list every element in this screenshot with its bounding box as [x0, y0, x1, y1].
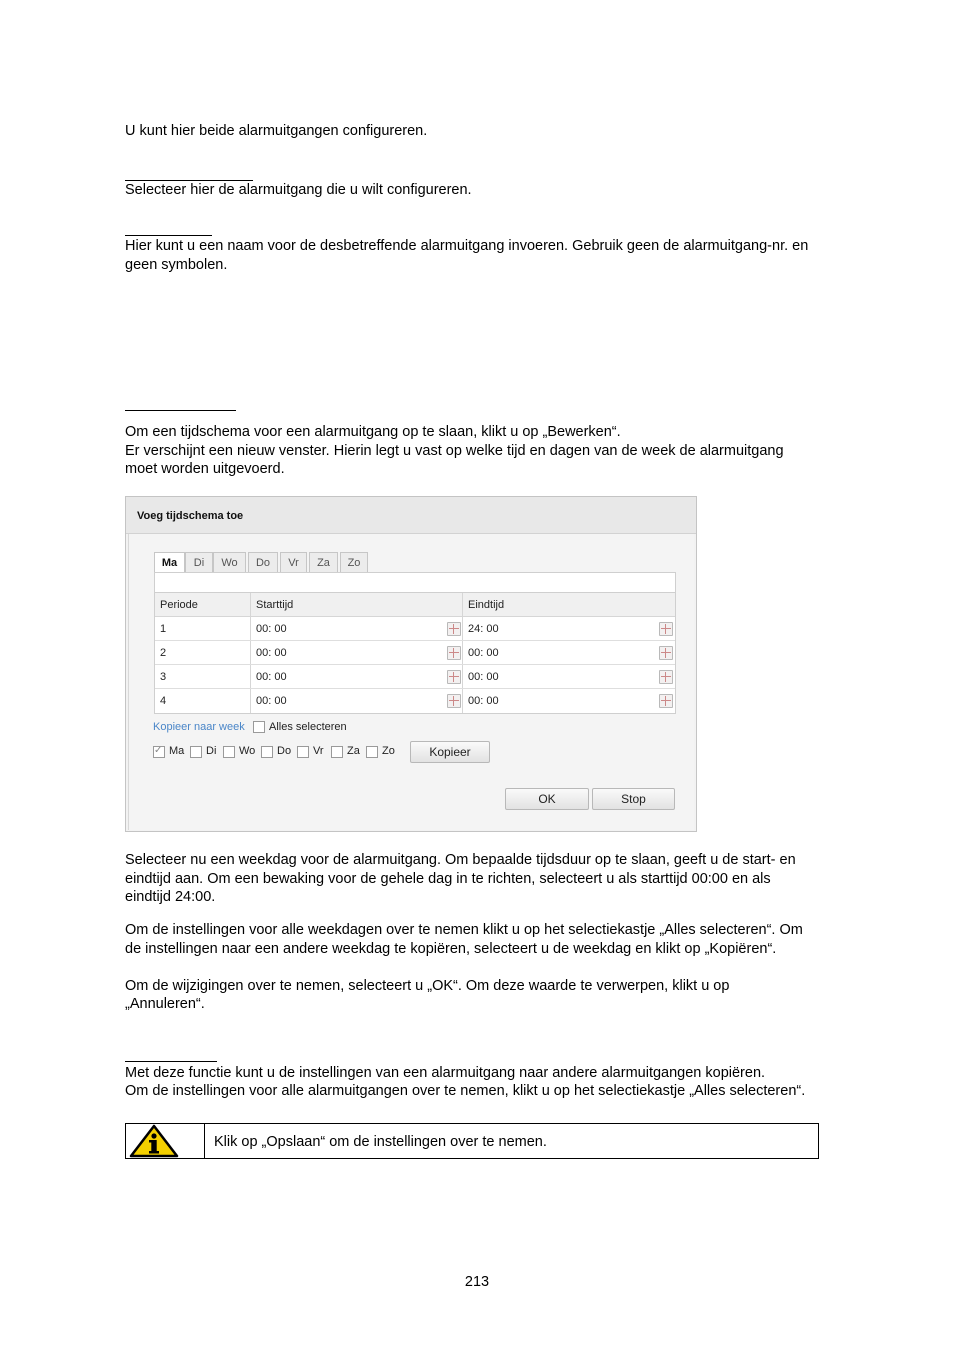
ok-button[interactable]: OK — [505, 788, 589, 810]
end-time-field[interactable]: 00: 00 — [468, 647, 499, 659]
start-time-field[interactable]: 00: 00 — [256, 671, 287, 683]
tab-zo[interactable]: Zo — [340, 552, 368, 573]
start-time-field[interactable]: 00: 00 — [256, 647, 287, 659]
clock-icon[interactable] — [447, 670, 461, 684]
day-checkbox-do[interactable] — [261, 746, 273, 758]
period-cell: 4 — [160, 695, 167, 707]
schedule-text-line1: Om een tijdschema voor een alarmuitgang op te slaan, klikt u op „Bewerken“. — [125, 424, 621, 440]
ok-text-line1: Om de wijzigingen over te nemen, selecteert u „OK“. Om deze waarde te verwerpen, klikt u op — [125, 978, 730, 994]
day-label-ma: Ma — [169, 745, 185, 757]
day-label-wo: Wo — [239, 745, 256, 757]
weekday-text-line3: eindtijd 24:00. — [125, 889, 216, 905]
day-label-zo: Zo — [382, 745, 395, 757]
tab-do[interactable]: Do — [248, 552, 278, 573]
day-label-vr: Vr — [313, 745, 324, 757]
schedule-text-line2: Er verschijnt een nieuw venster. Hierin legt u vast op welke tijd en dagen van de week de alarmuitgang — [125, 443, 784, 459]
day-label-di: Di — [206, 745, 217, 757]
row-divider — [155, 688, 675, 689]
schedule-dialog — [125, 496, 697, 832]
notice-icon-cell — [126, 1124, 205, 1158]
tab-vr[interactable]: Vr — [280, 552, 307, 573]
copy-text-line1: Met deze functie kunt u de instellingen van een alarmuitgang naar andere alarmuitgangen kopiëren. — [125, 1065, 766, 1081]
period-cell: 2 — [160, 647, 167, 659]
name-text-line1: Hier kunt u een naam voor de desbetreffende alarmuitgang invoeren. Gebruik geen de alarmuitgang-nr. en — [125, 238, 809, 254]
column-divider — [462, 593, 463, 713]
period-cell: 3 — [160, 671, 167, 683]
notice-box — [125, 1123, 819, 1159]
intro-text: U kunt hier beide alarmuitgangen configureren. — [125, 123, 428, 139]
copy-button[interactable]: Kopieer — [410, 741, 490, 763]
weekday-text-line1: Selecteer nu een weekdag voor de alarmuitgang. Om bepaalde tijdsduur op te slaan, geeft u de start- en — [125, 852, 796, 868]
column-header-starttijd: Starttijd — [256, 599, 294, 611]
clock-icon[interactable] — [659, 694, 673, 708]
copy-to-week-link[interactable]: Kopieer naar week — [153, 721, 245, 733]
tab-panel — [154, 572, 676, 594]
heading-rule — [125, 1061, 217, 1062]
dialog-title: Voeg tijdschema toe — [137, 510, 244, 522]
allweek-text-line1: Om de instellingen voor alle weekdagen over te nemen klikt u op het selectiekastje „Alles selecteren“. Om — [125, 922, 803, 938]
column-divider — [250, 593, 251, 713]
stop-button[interactable]: Stop — [592, 788, 675, 810]
column-header-periode: Periode — [160, 599, 198, 611]
end-time-field[interactable]: 24: 00 — [468, 623, 499, 635]
tab-za[interactable]: Za — [309, 552, 338, 573]
clock-icon[interactable] — [447, 622, 461, 636]
period-cell: 1 — [160, 623, 167, 635]
day-checkbox-wo[interactable] — [223, 746, 235, 758]
tab-wo[interactable]: Wo — [213, 552, 246, 573]
ok-text-line2: „Annuleren“. — [125, 996, 205, 1012]
dialog-header — [126, 497, 696, 534]
start-time-field[interactable]: 00: 00 — [256, 623, 287, 635]
tab-ma[interactable]: Ma — [154, 552, 185, 574]
select-all-checkbox[interactable] — [253, 721, 265, 733]
weekday-text-line2: eindtijd aan. Om een bewaking voor de gehele dag in te richten, selecteert u als starttijd 00:00 en als — [125, 871, 771, 887]
clock-icon[interactable] — [447, 694, 461, 708]
schedule-text-line3: moet worden uitgevoerd. — [125, 461, 285, 477]
end-time-field[interactable]: 00: 00 — [468, 671, 499, 683]
heading-rule — [125, 410, 236, 411]
period-table — [154, 592, 676, 714]
clock-icon[interactable] — [659, 646, 673, 660]
row-divider — [155, 640, 675, 641]
heading-rule — [125, 235, 212, 236]
table-header — [155, 593, 675, 617]
start-time-field[interactable]: 00: 00 — [256, 695, 287, 707]
allweek-text-line2: de instellingen naar een andere weekdag te kopiëren, selecteert u de weekdag en klikt op „Kopiëren“. — [125, 941, 777, 957]
select-all-label: Alles selecteren — [269, 721, 347, 733]
clock-icon[interactable] — [659, 622, 673, 636]
info-warning-icon — [129, 1124, 179, 1158]
clock-icon[interactable] — [447, 646, 461, 660]
copy-text-line2: Om de instellingen voor alle alarmuitgangen over te nemen, klikt u op het selectiekastje „Alles selecteren“. — [125, 1083, 806, 1099]
row-divider — [155, 664, 675, 665]
day-checkbox-zo[interactable] — [366, 746, 378, 758]
notice-text: Klik op „Opslaan“ om de instellingen over te nemen. — [214, 1134, 547, 1150]
day-checkbox-vr[interactable] — [297, 746, 309, 758]
select-output-text: Selecteer hier de alarmuitgang die u wilt configureren. — [125, 182, 472, 198]
day-checkbox-ma[interactable] — [153, 746, 165, 758]
dialog-body — [128, 534, 694, 830]
end-time-field[interactable]: 00: 00 — [468, 695, 499, 707]
day-label-do: Do — [277, 745, 292, 757]
day-checkbox-di[interactable] — [190, 746, 202, 758]
day-label-za: Za — [347, 745, 360, 757]
name-text-line2: geen symbolen. — [125, 257, 228, 273]
day-checkbox-za[interactable] — [331, 746, 343, 758]
tab-di[interactable]: Di — [185, 552, 213, 573]
page-number: 213 — [464, 1274, 490, 1290]
column-header-eindtijd: Eindtijd — [468, 599, 505, 611]
clock-icon[interactable] — [659, 670, 673, 684]
